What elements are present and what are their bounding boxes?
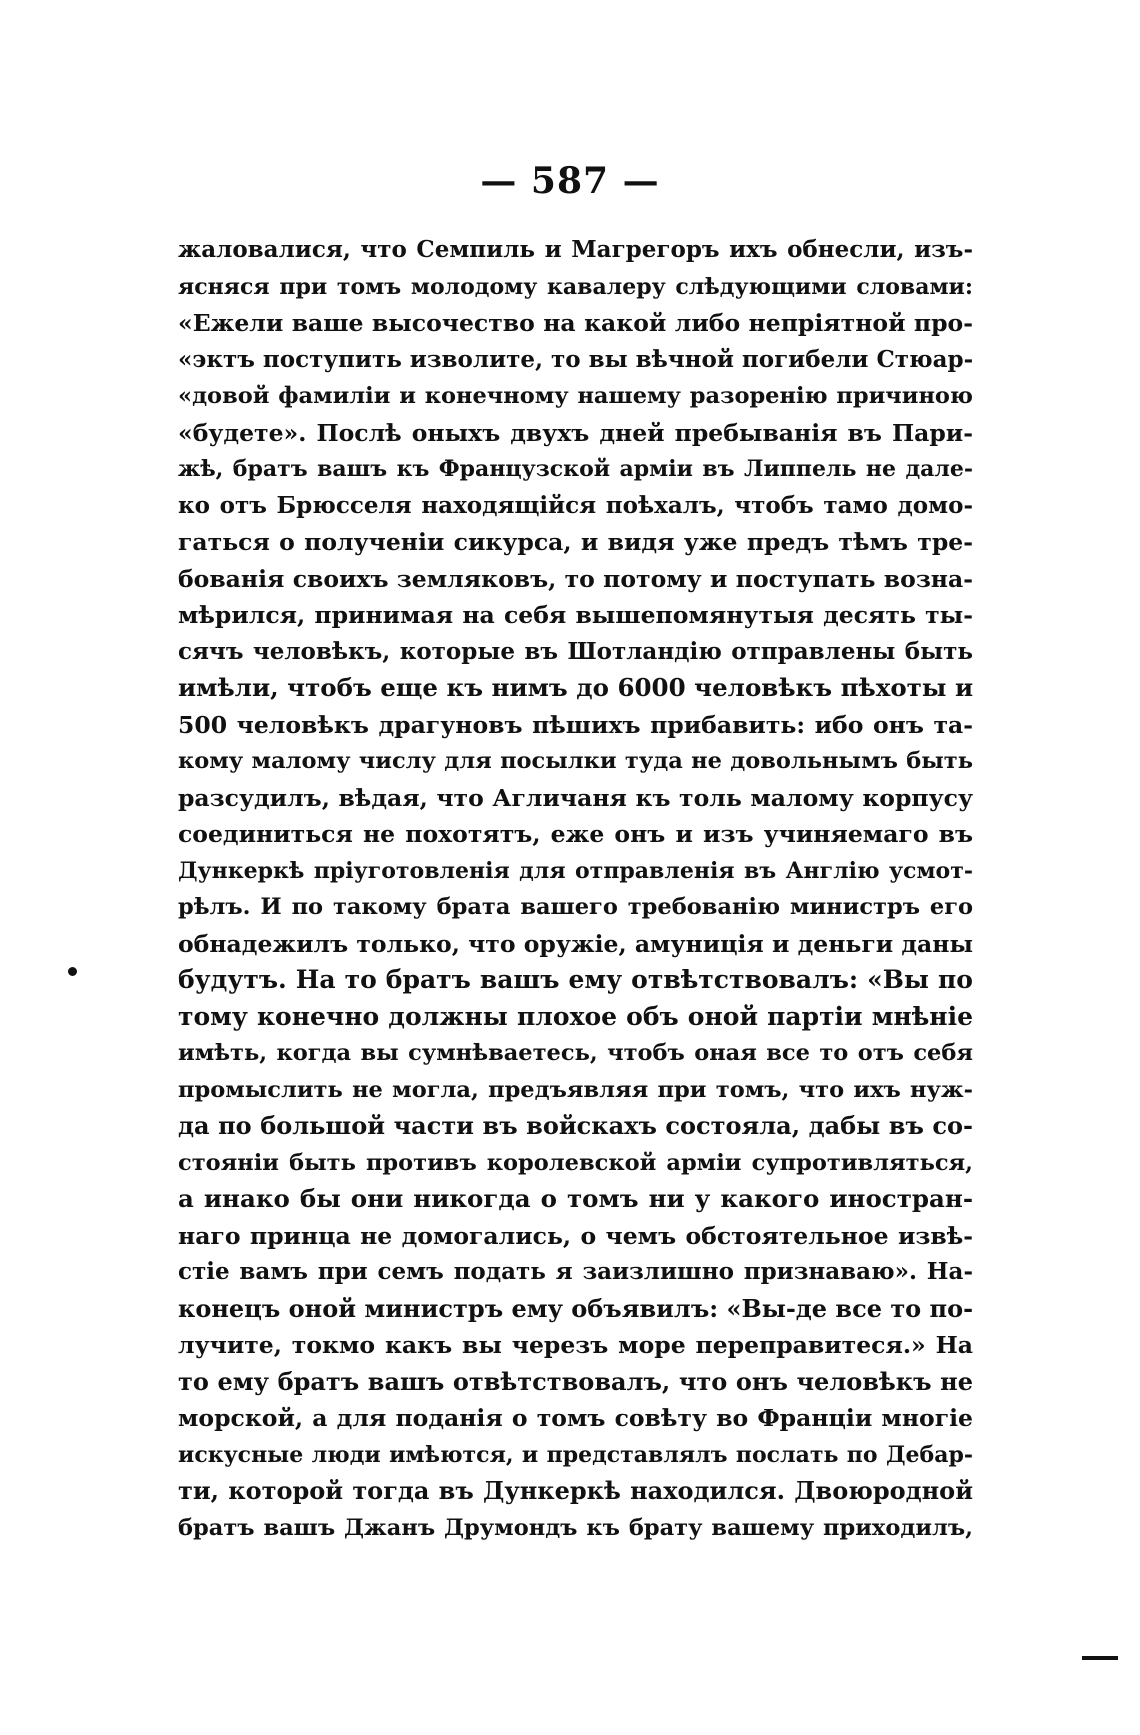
margin-ink-dash [1082,1656,1118,1660]
text-line: сячъ человѣкъ, которые въ Шотландію отправлены быть [178,637,973,665]
text-line: жѣ, братъ вашъ къ Французской арміи въ Липпель не дале- [178,456,973,482]
text-line: гаться о полученіи сикурса, и видя уже предъ тѣмъ тре- [178,528,973,556]
text-line: жаловалися, что Семпиль и Магрегоръ ихъ обнесли, изъ- [178,236,973,263]
text-line: разсудилъ, вѣдая, что Агличаня къ толь малому корпусу [178,783,973,812]
text-line: соединиться не похотятъ, еже онъ и изъ учиняемаго въ [178,820,973,848]
text-line: 500 человѣкъ драгуновъ пѣшихъ прибавить: ибо онъ та- [178,710,973,739]
page-number: — 587 — [480,160,660,202]
text-line: «Ежели ваше высочество на какой либо непріятной про- [178,309,973,337]
text-line: ко отъ Брюсселя находящійся поѣхалъ, чтобъ тамо домо- [178,491,973,519]
text-line: конецъ оной министръ ему объявилъ: «Вы-де все то по- [178,1293,973,1323]
text-line: братъ вашъ Джанъ Друмондъ къ брату вашему приходилъ, [178,1514,973,1541]
text-line: наго принца не домогались, о чемъ обстоятельное извѣ- [178,1221,973,1250]
text-line: мѣрился, принимая на себя вышепомянутыя десять ты- [178,601,973,629]
text-line: искусные люди имѣются, и представлялъ послать по Дебар- [178,1441,973,1468]
text-line: стояніи быть противъ королевской арміи супротивляться, [178,1149,973,1176]
text-line: бованія своихъ земляковъ, то потому и поступать возна- [178,564,973,593]
text-line: обнадежилъ только, что оружіе, амуниція и деньги даны [178,929,973,958]
text-line: да по большой части въ войскахъ состояла, дабы въ со- [178,1111,973,1140]
text-line: ти, которой тогда въ Дункеркѣ находился. Двоюродной [178,1476,973,1505]
text-line: а инако бы они никогда о томъ ни у какого иностран- [178,1184,973,1213]
text-line: «будете». Послѣ оныхъ двухъ дней пребыванія въ Пари- [178,418,973,447]
text-line: Дункеркѣ пріуготовленія для отправленія въ Англію усмот- [178,857,973,884]
text-line: рѣлъ. И по такому брата вашего требованію министръ его [178,894,973,920]
text-line: стіе вамъ при семъ подать я заизлишно признаваю». На- [178,1258,973,1285]
text-line: тому конечно должны плохое объ оной партіи мнѣніе [178,1001,973,1031]
text-line: будутъ. На то братъ вашъ ему отвѣтствовалъ: «Вы по [178,965,973,994]
text-line: ясняся при томъ молодому кавалеру слѣдующими словами: [178,273,973,300]
text-line: лучите, токмо какъ вы черезъ море переправитеся.» На [178,1331,973,1359]
text-line: кому малому числу для посылки туда не довольнымъ быть [178,748,973,774]
text-line: «эктъ поступить изволите, то вы вѣчной погибели Стюар- [178,345,973,373]
text-line: то ему братъ вашъ отвѣтствовалъ, что онъ человѣкъ не [178,1366,973,1396]
margin-ink-dot [68,967,77,976]
text-line: имѣли, чтобъ еще къ нимъ до 6000 человѣкъ пѣхоты и [178,673,973,702]
text-line: имѣть, когда вы сумнѣваетесь, чтобъ оная все то отъ себя [178,1040,973,1066]
text-line: промыслить не могла, предъявляя при томъ, что ихъ нуж- [178,1076,973,1103]
text-line: «довой фамиліи и конечному нашему разоренію причиною [178,383,973,409]
body-text [178,232,973,1546]
text-line: морской, а для поданія о томъ совѣту во Франціи многіе [178,1404,973,1432]
